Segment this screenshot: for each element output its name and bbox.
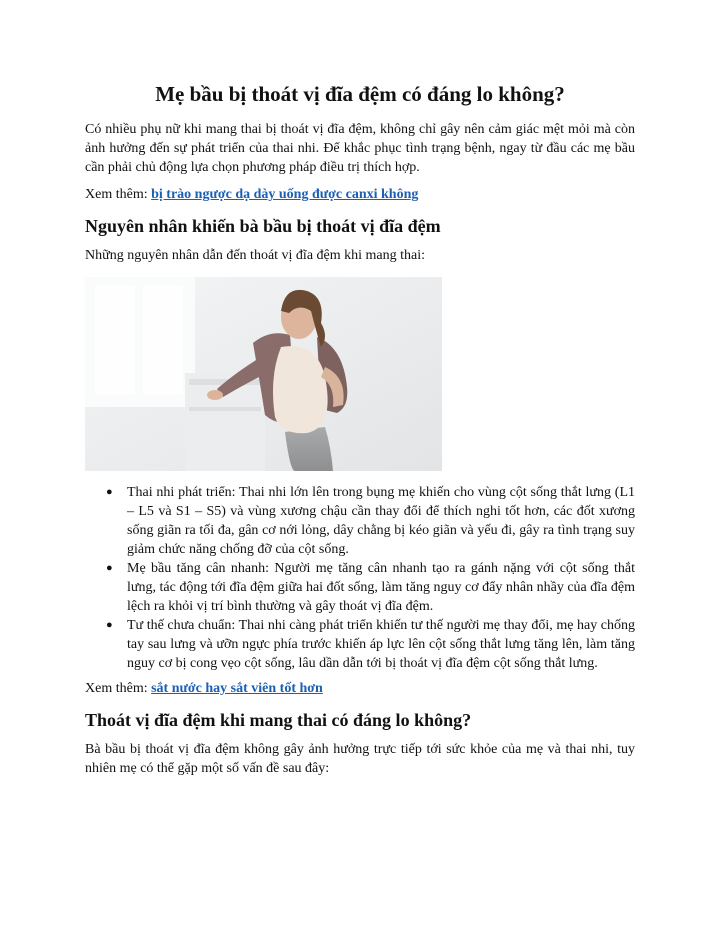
list-item-text: Mẹ bầu tăng cân nhanh: Người mẹ tăng cân nhanh tạo ra gánh nặng với cột sống thắt lưng, tác động tới đĩa đệm giữa hai đốt sống, làm tăng nguy cơ đẩy nhân nhầy của đĩa đệm lệch ra khỏi vị trí bình thường và gây thoát vị đĩa đệm.	[127, 561, 635, 614]
intro-paragraph: Có nhiều phụ nữ khi mang thai bị thoát vị đĩa đệm, không chỉ gây nên cảm giác mệt mỏi mà còn ảnh hưởng đến sự phát triển của thai nhi. Để khắc phục tình trạng bệnh, ngay từ đầu các mẹ bầu cần phải chủ động lựa chọn phương pháp điều trị thích hợp.	[85, 122, 635, 175]
see-also-line-1	[85, 185, 635, 204]
see-also-prefix: Xem thêm:	[85, 681, 152, 696]
causes-intro-paragraph: Những nguyên nhân dẫn đến thoát vị đĩa đệm khi mang thai:	[85, 248, 426, 263]
list-item	[106, 559, 635, 616]
bullet-icon: ●	[106, 562, 113, 574]
list-item	[106, 616, 635, 673]
see-also-link-2[interactable]: sắt nước hay sắt viên tốt hơn	[151, 681, 323, 696]
document-page	[85, 80, 635, 778]
see-also-line-2	[85, 679, 635, 698]
section-heading-causes: Nguyên nhân khiến bà bầu bị thoát vị đĩa đệm	[85, 216, 441, 236]
page-title: Mẹ bầu bị thoát vị đĩa đệm có đáng lo không?	[155, 82, 565, 106]
list-item-text: Tư thế chưa chuẩn: Thai nhi càng phát triển khiến tư thế người mẹ thay đổi, mẹ hay chống tay sau lưng và ưỡn ngực phía trước khiến áp lực lên cột sống thắt lưng tăng lên, làm tăng nguy cơ bị cong vẹo cột sống, lâu dần dẫn tới bị thoát vị đĩa đệm cột sống thắt lưng.	[127, 618, 635, 671]
list-item-text: Thai nhi phát triển: Thai nhi lớn lên trong bụng mẹ khiến cho vùng cột sống thắt lưng (L1 – L5 và S1 – S5) và vùng xương chậu cần thay đổi để thích nghi tốt hơn, các đốt xương sống giãn ra tối đa, gân cơ nới lỏng, dây chằng bị kéo giãn và yếu đi, gây ra tình trạng suy giảm chức năng chống đỡ của cột sống.	[127, 485, 635, 557]
list-item	[106, 483, 635, 559]
see-also-prefix: Xem thêm:	[85, 187, 152, 202]
causes-list	[85, 483, 635, 673]
section-heading-worry: Thoát vị đĩa đệm khi mang thai có đáng lo không?	[85, 710, 472, 730]
see-also-link-1[interactable]: bị trào ngược dạ dày uống được canxi không	[151, 187, 419, 202]
pregnant-woman-photo	[85, 277, 442, 471]
bullet-icon: ●	[106, 619, 113, 631]
bullet-icon: ●	[106, 486, 113, 498]
worry-intro-paragraph: Bà bầu bị thoát vị đĩa đệm không gây ảnh hưởng trực tiếp tới sức khỏe của mẹ và thai nhi, tuy nhiên mẹ có thể gặp một số vấn đề sau đây:	[85, 742, 635, 776]
